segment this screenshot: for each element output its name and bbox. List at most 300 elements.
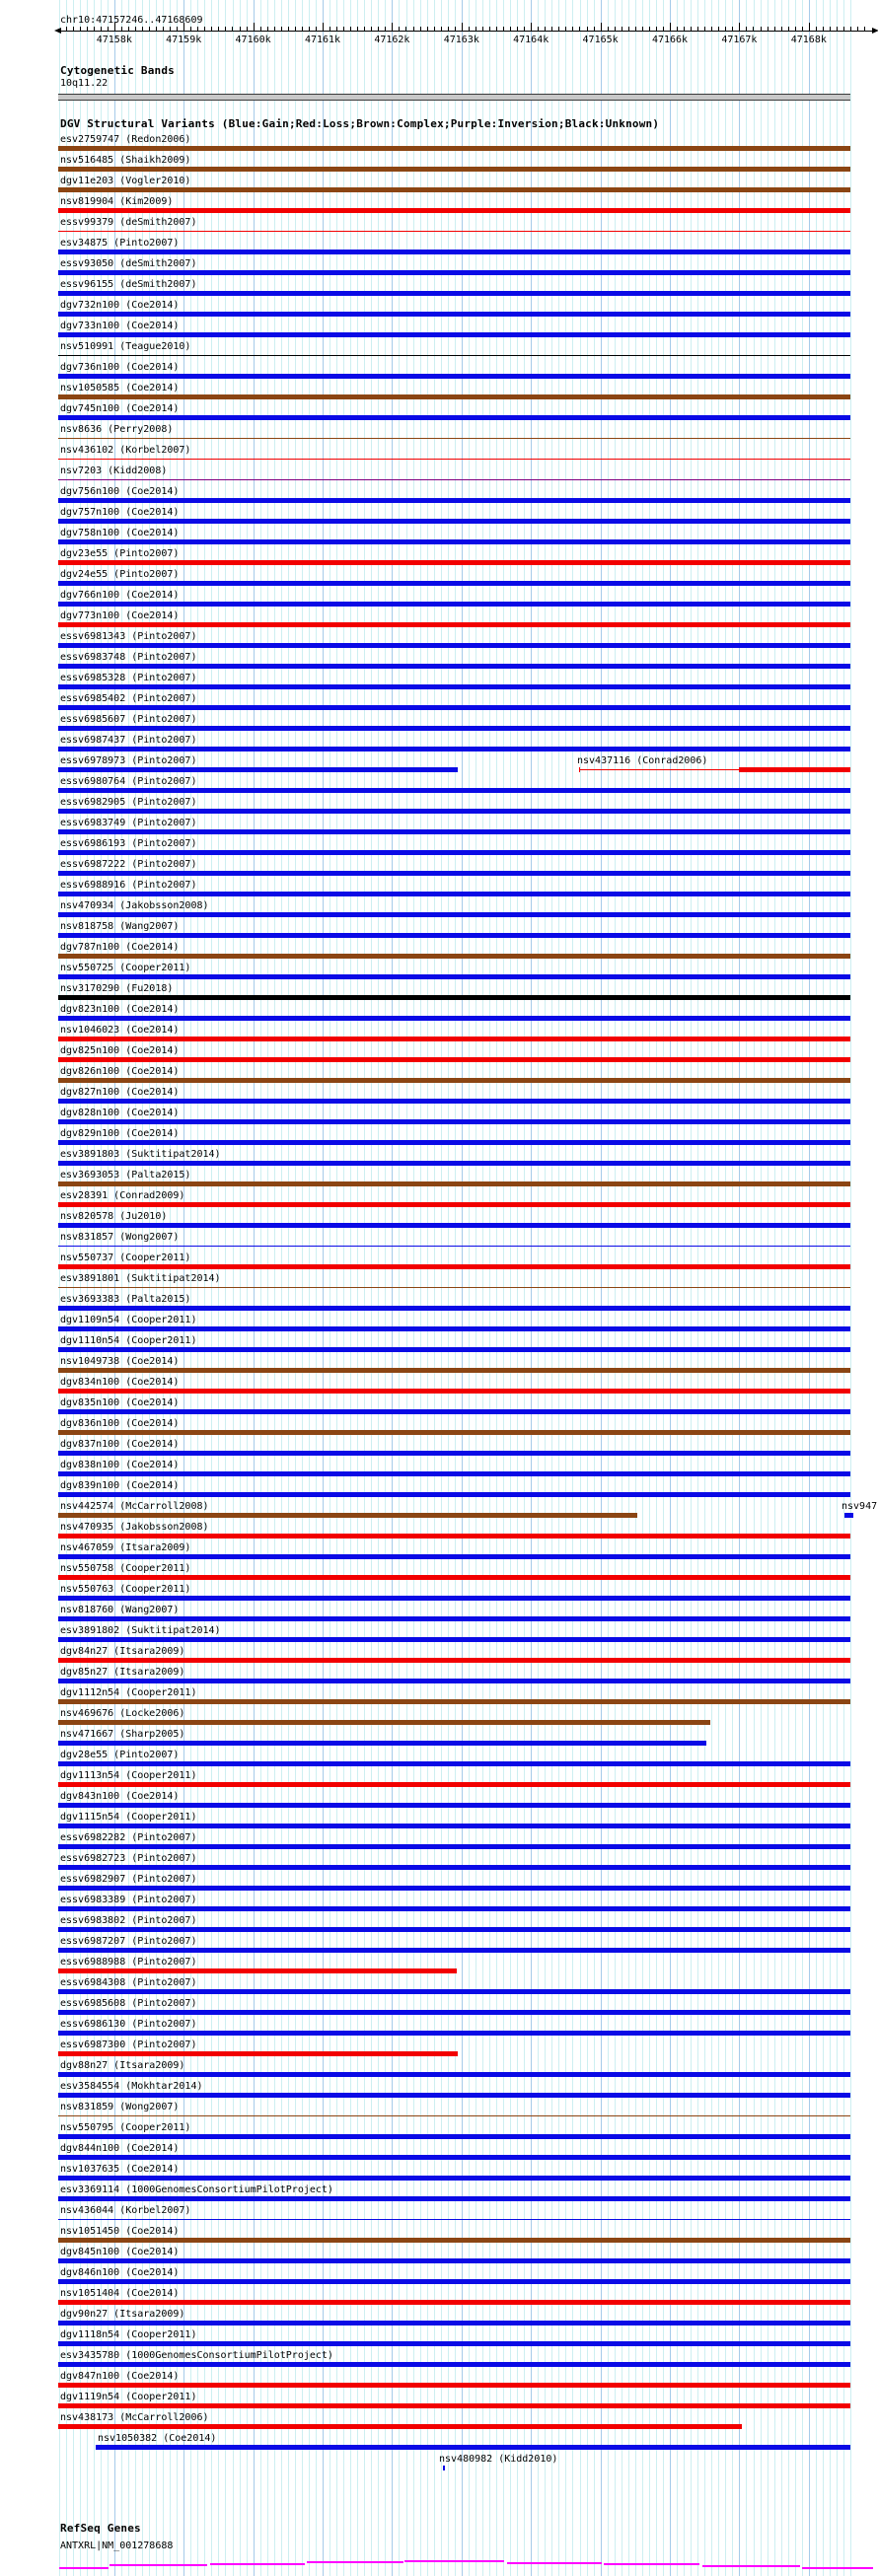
ruler-minor-tick bbox=[711, 27, 712, 31]
ruler-minor-tick bbox=[732, 27, 733, 31]
ruler-right-arrow-icon bbox=[872, 28, 878, 34]
ruler-minor-tick bbox=[142, 27, 143, 31]
variant-line[interactable] bbox=[58, 2115, 850, 2116]
variant-label: nsv831859 (Wong2007) bbox=[60, 2102, 180, 2112]
variant-label: nsv436044 (Korbel2007) bbox=[60, 2205, 191, 2216]
variant-label: nsv437116 (Conrad2006) bbox=[577, 755, 708, 766]
variant-label: essv93050 (deSmith2007) bbox=[60, 258, 197, 269]
variant-bar[interactable] bbox=[58, 622, 850, 627]
variant-bar[interactable] bbox=[58, 498, 850, 503]
ruler-minor-tick bbox=[691, 27, 692, 31]
ruler-minor-tick bbox=[656, 27, 657, 31]
variant-bar[interactable] bbox=[58, 2051, 458, 2056]
variant-label: dgv24e55 (Pinto2007) bbox=[60, 569, 180, 580]
cytoband-bar bbox=[58, 94, 850, 101]
variant-bar[interactable] bbox=[58, 1616, 850, 1621]
grid-line-minor bbox=[399, 0, 400, 2576]
variant-bar[interactable] bbox=[58, 1306, 850, 1311]
variant-label: dgv84n27 (Itsara2009) bbox=[60, 1646, 185, 1657]
gene-model-segment[interactable] bbox=[507, 2562, 602, 2564]
ruler-minor-tick bbox=[385, 27, 386, 31]
variant-label: dgv732n100 (Coe2014) bbox=[60, 300, 180, 311]
ruler-minor-tick bbox=[830, 27, 831, 31]
variant-bar[interactable] bbox=[58, 726, 850, 731]
variant-label: essv6985607 (Pinto2007) bbox=[60, 714, 197, 725]
variant-bar[interactable] bbox=[58, 2321, 850, 2326]
variant-bar[interactable] bbox=[58, 2424, 742, 2429]
ruler-minor-tick bbox=[197, 27, 198, 31]
variant-label: dgv773n100 (Coe2014) bbox=[60, 610, 180, 621]
variant-bar[interactable] bbox=[58, 1534, 850, 1538]
cytogenetic-bands-header: Cytogenetic Bands bbox=[60, 64, 175, 77]
variant-bar[interactable] bbox=[58, 602, 850, 607]
grid-line-minor bbox=[565, 0, 566, 2576]
variant-bar[interactable] bbox=[58, 974, 850, 979]
variant-label: dgv825n100 (Coe2014) bbox=[60, 1045, 180, 1056]
grid-line-minor bbox=[628, 0, 629, 2576]
variant-bar[interactable] bbox=[58, 871, 850, 876]
grid-line-minor bbox=[843, 0, 844, 2576]
variant-bar[interactable] bbox=[58, 2383, 850, 2388]
variant-label: essv6987207 (Pinto2007) bbox=[60, 1936, 197, 1947]
ruler-tick-label: 47161k bbox=[304, 35, 341, 45]
variant-bar[interactable] bbox=[58, 1865, 850, 1870]
variant-label: nsv471667 (Sharp2005) bbox=[60, 1729, 185, 1740]
variant-bar[interactable] bbox=[58, 767, 458, 772]
variant-label: dgv1113n54 (Cooper2011) bbox=[60, 1770, 197, 1781]
variant-bar[interactable] bbox=[58, 1347, 850, 1352]
ruler-minor-tick bbox=[843, 27, 844, 31]
variant-bar[interactable] bbox=[58, 2403, 850, 2408]
variant-bar[interactable] bbox=[58, 1181, 850, 1186]
refseq-gene-label[interactable]: ANTXRL|NM_001278688 bbox=[60, 2540, 174, 2551]
gene-model-segment[interactable] bbox=[604, 2563, 699, 2565]
variant-bar[interactable] bbox=[58, 684, 850, 689]
ruler-minor-tick bbox=[594, 27, 595, 31]
variant-label: essv99379 (deSmith2007) bbox=[60, 217, 197, 228]
variant-tick[interactable] bbox=[443, 2466, 445, 2470]
ruler-minor-tick bbox=[288, 27, 289, 31]
grid-line-minor bbox=[489, 0, 490, 2576]
ruler-minor-tick bbox=[635, 27, 636, 31]
variant-bar[interactable] bbox=[58, 1161, 850, 1166]
variant-bar[interactable] bbox=[58, 1741, 706, 1746]
grid-line-minor bbox=[455, 0, 456, 2576]
variant-bar[interactable] bbox=[58, 912, 850, 917]
variant-bar[interactable] bbox=[58, 581, 850, 586]
variant-bar[interactable] bbox=[58, 1140, 850, 1145]
variant-label: dgv757n100 (Coe2014) bbox=[60, 507, 180, 518]
variant-bar[interactable] bbox=[58, 705, 850, 710]
variant-bar[interactable] bbox=[58, 1968, 457, 1973]
variant-bar[interactable] bbox=[58, 1119, 850, 1124]
variant-bar[interactable] bbox=[58, 1223, 850, 1228]
ruler-minor-tick bbox=[587, 27, 588, 31]
variant-bar[interactable] bbox=[58, 1679, 850, 1683]
ruler-minor-tick bbox=[558, 27, 559, 31]
variant-bar[interactable] bbox=[58, 270, 850, 275]
variant-bar[interactable] bbox=[58, 1016, 850, 1021]
variant-label: nsv818760 (Wang2007) bbox=[60, 1605, 180, 1615]
ruler-minor-tick bbox=[524, 27, 525, 31]
ruler-minor-tick bbox=[73, 27, 74, 31]
grid-line-minor bbox=[830, 0, 831, 2576]
variant-bar[interactable] bbox=[58, 1037, 850, 1041]
ruler-minor-tick bbox=[489, 27, 490, 31]
variant-bar[interactable] bbox=[58, 312, 850, 317]
variant-label: dgv837n100 (Coe2014) bbox=[60, 1439, 180, 1450]
ruler-minor-tick bbox=[545, 27, 546, 31]
variant-bar[interactable] bbox=[58, 2196, 850, 2201]
variant-label: dgv845n100 (Coe2014) bbox=[60, 2247, 180, 2257]
variant-label: nsv1050382 (Coe2014) bbox=[98, 2433, 217, 2444]
variant-line[interactable] bbox=[58, 1246, 850, 1247]
ruler-minor-tick bbox=[704, 27, 705, 31]
variant-bar[interactable] bbox=[58, 560, 850, 565]
variant-bar[interactable] bbox=[58, 1803, 850, 1808]
variant-label: essv6987437 (Pinto2007) bbox=[60, 735, 197, 746]
variant-label: nsv3170290 (Fu2018) bbox=[60, 983, 174, 994]
gene-model-segment[interactable] bbox=[307, 2561, 403, 2563]
ruler-minor-tick bbox=[316, 27, 317, 31]
variant-bar[interactable] bbox=[58, 2176, 850, 2181]
ruler-minor-tick bbox=[364, 27, 365, 31]
variant-label: dgv828n100 (Coe2014) bbox=[60, 1108, 180, 1118]
variant-line[interactable] bbox=[58, 479, 850, 480]
grid-line-minor bbox=[434, 0, 435, 2576]
ruler-minor-tick bbox=[225, 27, 226, 31]
grid-line-major bbox=[462, 0, 463, 2576]
variant-bar[interactable] bbox=[58, 1430, 850, 1435]
variant-bar[interactable] bbox=[58, 374, 850, 379]
variant-bar[interactable] bbox=[58, 394, 850, 399]
grid-line-minor bbox=[837, 0, 838, 2576]
variant-label: essv6982723 (Pinto2007) bbox=[60, 1853, 197, 1864]
variant-label: nsv550737 (Cooper2011) bbox=[60, 1252, 191, 1263]
grid-line-minor bbox=[420, 0, 421, 2576]
variant-bar[interactable] bbox=[58, 146, 850, 151]
grid-line-minor bbox=[413, 0, 414, 2576]
variant-bar[interactable] bbox=[58, 2238, 850, 2243]
region-title: chr10:47157246..47168609 bbox=[60, 15, 203, 26]
variant-bar[interactable] bbox=[58, 1451, 850, 1456]
variant-label: esv3584554 (Mokhtar2014) bbox=[60, 2081, 203, 2092]
variant-bar[interactable] bbox=[58, 1658, 850, 1663]
variant-label: esv3693383 (Palta2015) bbox=[60, 1294, 191, 1305]
grid-line-major bbox=[809, 0, 810, 2576]
variant-label: nsv470934 (Jakobsson2008) bbox=[60, 900, 209, 911]
variant-bar[interactable] bbox=[58, 1078, 850, 1083]
variant-bar[interactable] bbox=[58, 1575, 850, 1580]
variant-label: nsv820578 (Ju2010) bbox=[60, 1211, 168, 1222]
variant-label: esv3369114 (1000GenomesConsortiumPilotProject) bbox=[60, 2184, 333, 2195]
variant-label: nsv550795 (Cooper2011) bbox=[60, 2122, 191, 2133]
grid-line-minor bbox=[594, 0, 595, 2576]
variant-line[interactable] bbox=[58, 355, 850, 356]
variant-label: esv3891802 (Suktitipat2014) bbox=[60, 1625, 221, 1636]
variant-bar[interactable] bbox=[58, 2010, 850, 2015]
variant-label: dgv836n100 (Coe2014) bbox=[60, 1418, 180, 1429]
ruler-minor-tick bbox=[551, 27, 552, 31]
variant-label: dgv766n100 (Coe2014) bbox=[60, 590, 180, 601]
variant-label: essv6988988 (Pinto2007) bbox=[60, 1957, 197, 1968]
variant-bar[interactable] bbox=[58, 643, 850, 648]
variant-label: dgv844n100 (Coe2014) bbox=[60, 2143, 180, 2154]
variant-label: essv6982282 (Pinto2007) bbox=[60, 1832, 197, 1843]
variant-bar[interactable] bbox=[58, 2279, 850, 2284]
variant-bar[interactable] bbox=[58, 1948, 850, 1953]
grid-line-minor bbox=[427, 0, 428, 2576]
ruler-minor-tick bbox=[87, 27, 88, 31]
grid-line-minor bbox=[642, 0, 643, 2576]
grid-line-minor bbox=[795, 0, 796, 2576]
variant-label: essv6988916 (Pinto2007) bbox=[60, 880, 197, 891]
variant-bar[interactable] bbox=[58, 291, 850, 296]
variant-label: nsv516485 (Shaikh2009) bbox=[60, 155, 191, 166]
ruler-minor-tick bbox=[448, 27, 449, 31]
variant-label: dgv733n100 (Coe2014) bbox=[60, 321, 180, 331]
variant-label: nsv550725 (Cooper2011) bbox=[60, 963, 191, 973]
variant-bar[interactable] bbox=[58, 1057, 850, 1062]
variant-label: dgv823n100 (Coe2014) bbox=[60, 1004, 180, 1015]
grid-line-minor bbox=[684, 0, 685, 2576]
ruler-minor-tick bbox=[343, 27, 344, 31]
ruler-minor-tick bbox=[434, 27, 435, 31]
variant-bar[interactable] bbox=[58, 1492, 850, 1497]
variant-bar[interactable] bbox=[58, 1844, 850, 1849]
variant-bar[interactable] bbox=[58, 954, 850, 959]
variant-label: nsv550758 (Cooper2011) bbox=[60, 1563, 191, 1574]
variant-label: dgv839n100 (Coe2014) bbox=[60, 1480, 180, 1491]
variant-bar[interactable] bbox=[58, 1099, 850, 1104]
variant-label: essv6982905 (Pinto2007) bbox=[60, 797, 197, 808]
variant-bar[interactable] bbox=[58, 332, 850, 337]
ruler-minor-tick bbox=[816, 27, 817, 31]
variant-bar[interactable] bbox=[58, 1637, 850, 1642]
ruler-minor-tick bbox=[420, 27, 421, 31]
grid-line-minor bbox=[774, 0, 775, 2576]
variant-label: nsv470935 (Jakobsson2008) bbox=[60, 1522, 209, 1533]
variant-label: nsv1049738 (Coe2014) bbox=[60, 1356, 180, 1367]
ruler-tick-label: 47159k bbox=[166, 35, 202, 45]
variant-label: dgv834n100 (Coe2014) bbox=[60, 1377, 180, 1388]
grid-line-minor bbox=[357, 0, 358, 2576]
grid-line-minor bbox=[732, 0, 733, 2576]
ruler-minor-tick bbox=[295, 27, 296, 31]
ruler-minor-tick bbox=[128, 27, 129, 31]
variant-bar[interactable] bbox=[58, 539, 850, 544]
ruler-minor-tick bbox=[608, 27, 609, 31]
ruler-minor-tick bbox=[427, 27, 428, 31]
ruler-major-tick bbox=[462, 23, 463, 31]
variant-bar[interactable] bbox=[58, 664, 850, 669]
variant-bar[interactable] bbox=[58, 208, 850, 213]
ruler-minor-tick bbox=[781, 27, 782, 31]
variant-bar[interactable] bbox=[739, 767, 850, 772]
variant-label: dgv846n100 (Coe2014) bbox=[60, 2267, 180, 2278]
gene-model-segment[interactable] bbox=[802, 2567, 873, 2569]
ruler-minor-tick bbox=[864, 27, 865, 31]
variant-line[interactable] bbox=[58, 1287, 850, 1288]
variant-bar[interactable] bbox=[58, 788, 850, 793]
variant-bar[interactable] bbox=[58, 1699, 850, 1704]
grid-line-minor bbox=[754, 0, 755, 2576]
ruler-minor-tick bbox=[302, 27, 303, 31]
grid-line-minor bbox=[538, 0, 539, 2576]
variant-line[interactable] bbox=[579, 769, 739, 770]
variant-label: dgv829n100 (Coe2014) bbox=[60, 1128, 180, 1139]
variant-label: dgv787n100 (Coe2014) bbox=[60, 942, 180, 953]
variant-label: dgv1112n54 (Cooper2011) bbox=[60, 1687, 197, 1698]
ruler-minor-tick bbox=[329, 27, 330, 31]
grid-line-minor bbox=[482, 0, 483, 2576]
variant-bar[interactable] bbox=[58, 995, 850, 1000]
variant-bar[interactable] bbox=[58, 829, 850, 834]
ruler-tick-label: 47162k bbox=[374, 35, 410, 45]
grid-line-minor bbox=[816, 0, 817, 2576]
variant-label: dgv847n100 (Coe2014) bbox=[60, 2371, 180, 2382]
variant-label: nsv819904 (Kim2009) bbox=[60, 196, 174, 207]
variant-label: essv6987300 (Pinto2007) bbox=[60, 2039, 197, 2050]
grid-line-minor bbox=[545, 0, 546, 2576]
variant-bar[interactable] bbox=[58, 1326, 850, 1331]
variant-bar[interactable] bbox=[58, 747, 850, 751]
variant-label: dgv11e203 (Vogler2010) bbox=[60, 176, 191, 186]
ruler-minor-tick bbox=[66, 27, 67, 31]
grid-line-major bbox=[392, 0, 393, 2576]
variant-bar[interactable] bbox=[58, 2134, 850, 2139]
variant-label: dgv758n100 (Coe2014) bbox=[60, 528, 180, 538]
variant-line[interactable] bbox=[58, 438, 850, 439]
variant-bar[interactable] bbox=[58, 1989, 850, 1994]
ruler-minor-tick bbox=[795, 27, 796, 31]
variant-label: dgv745n100 (Coe2014) bbox=[60, 403, 180, 414]
variant-bar[interactable] bbox=[58, 1782, 850, 1787]
gene-model-segment[interactable] bbox=[110, 2564, 207, 2566]
ruler-minor-tick bbox=[108, 27, 109, 31]
variant-bar[interactable] bbox=[58, 1906, 850, 1911]
variant-label: dgv843n100 (Coe2014) bbox=[60, 1791, 180, 1802]
ruler-minor-tick bbox=[405, 27, 406, 31]
grid-line-minor bbox=[649, 0, 650, 2576]
variant-bar[interactable] bbox=[58, 187, 850, 192]
variant-label: dgv1115n54 (Cooper2011) bbox=[60, 1812, 197, 1823]
grid-line-minor bbox=[704, 0, 705, 2576]
variant-label: essv6984308 (Pinto2007) bbox=[60, 1977, 197, 1988]
variant-bar[interactable] bbox=[58, 1471, 850, 1476]
variant-line[interactable] bbox=[58, 2219, 850, 2220]
variant-bar[interactable] bbox=[96, 2445, 850, 2450]
ruler-minor-tick bbox=[80, 27, 81, 31]
variant-bar[interactable] bbox=[58, 1513, 637, 1518]
variant-bar[interactable] bbox=[58, 2341, 850, 2346]
ruler-tick-label: 47165k bbox=[582, 35, 619, 45]
grid-line-minor bbox=[746, 0, 747, 2576]
ruler-minor-tick bbox=[170, 27, 171, 31]
grid-line-minor bbox=[615, 0, 616, 2576]
variant-label: essv6983748 (Pinto2007) bbox=[60, 652, 197, 663]
variant-bar[interactable] bbox=[58, 1927, 850, 1932]
variant-label: esv3435780 (1000GenomesConsortiumPilotProject) bbox=[60, 2350, 333, 2361]
ruler-minor-tick bbox=[378, 27, 379, 31]
ruler-minor-tick bbox=[802, 27, 803, 31]
variant-label: essv6987222 (Pinto2007) bbox=[60, 859, 197, 870]
variant-label: esv3693053 (Palta2015) bbox=[60, 1170, 191, 1181]
ruler-minor-tick bbox=[579, 27, 580, 31]
grid-line-minor bbox=[711, 0, 712, 2576]
variant-bar[interactable] bbox=[58, 2300, 850, 2305]
variant-bar[interactable] bbox=[844, 1513, 853, 1518]
variant-label: nsv7203 (Kidd2008) bbox=[60, 465, 168, 476]
variant-bar[interactable] bbox=[58, 1554, 850, 1559]
variant-bar[interactable] bbox=[58, 850, 850, 855]
variant-line[interactable] bbox=[58, 231, 850, 232]
grid-line-minor bbox=[469, 0, 470, 2576]
variant-label: nsv818758 (Wang2007) bbox=[60, 921, 180, 932]
gene-model-segment[interactable] bbox=[702, 2565, 800, 2567]
variant-bar[interactable] bbox=[58, 2093, 850, 2098]
variant-bar[interactable] bbox=[58, 250, 850, 254]
gene-model-segment[interactable] bbox=[210, 2563, 305, 2565]
variant-bar[interactable] bbox=[58, 1368, 850, 1373]
grid-line-minor bbox=[572, 0, 573, 2576]
grid-line-minor bbox=[635, 0, 636, 2576]
variant-bar[interactable] bbox=[58, 1886, 850, 1891]
variant-bar[interactable] bbox=[58, 1389, 850, 1394]
variant-bar[interactable] bbox=[58, 933, 850, 938]
ruler-minor-tick bbox=[538, 27, 539, 31]
variant-label: nsv8636 (Perry2008) bbox=[60, 424, 174, 435]
variant-bar[interactable] bbox=[58, 1824, 850, 1828]
variant-bar[interactable] bbox=[58, 1409, 850, 1414]
ruler-tick-label: 47166k bbox=[651, 35, 689, 45]
variant-bar[interactable] bbox=[58, 1202, 850, 1207]
gene-model-segment[interactable] bbox=[404, 2560, 504, 2562]
variant-bar[interactable] bbox=[58, 2031, 850, 2036]
variant-bar[interactable] bbox=[58, 809, 850, 814]
grid-line-minor bbox=[691, 0, 692, 2576]
variant-bar[interactable] bbox=[58, 2258, 850, 2263]
variant-bar[interactable] bbox=[58, 1596, 850, 1601]
variant-bar[interactable] bbox=[58, 415, 850, 420]
variant-bar[interactable] bbox=[58, 2362, 850, 2367]
gene-model-segment[interactable] bbox=[59, 2567, 109, 2569]
variant-bar[interactable] bbox=[58, 2072, 850, 2077]
ruler-major-tick bbox=[739, 23, 740, 31]
variant-label: nsv438173 (McCarroll2006) bbox=[60, 2412, 209, 2423]
grid-line-minor bbox=[350, 0, 351, 2576]
variant-bar[interactable] bbox=[58, 1264, 850, 1269]
ruler-minor-tick bbox=[240, 27, 241, 31]
grid-line-minor bbox=[725, 0, 726, 2576]
ruler-minor-tick bbox=[482, 27, 483, 31]
variant-bar[interactable] bbox=[58, 892, 850, 896]
variant-bar[interactable] bbox=[58, 2155, 850, 2160]
variant-line[interactable] bbox=[58, 459, 850, 460]
variant-label: nsv550763 (Cooper2011) bbox=[60, 1584, 191, 1595]
variant-bar[interactable] bbox=[58, 1761, 850, 1766]
variant-label: dgv1109n54 (Cooper2011) bbox=[60, 1315, 197, 1325]
variant-bar[interactable] bbox=[58, 1720, 710, 1725]
variant-bar[interactable] bbox=[58, 519, 850, 524]
ruler-minor-tick bbox=[628, 27, 629, 31]
variant-label: essv6986130 (Pinto2007) bbox=[60, 2019, 197, 2030]
ruler-minor-tick bbox=[135, 27, 136, 31]
variant-label: essv6986193 (Pinto2007) bbox=[60, 838, 197, 849]
variant-bar[interactable] bbox=[58, 167, 850, 172]
variant-label: dgv1110n54 (Cooper2011) bbox=[60, 1335, 197, 1346]
dgv-track-header: DGV Structural Variants (Blue:Gain;Red:Loss;Brown:Complex;Purple:Inversion;Black:Unknown) bbox=[60, 117, 660, 130]
